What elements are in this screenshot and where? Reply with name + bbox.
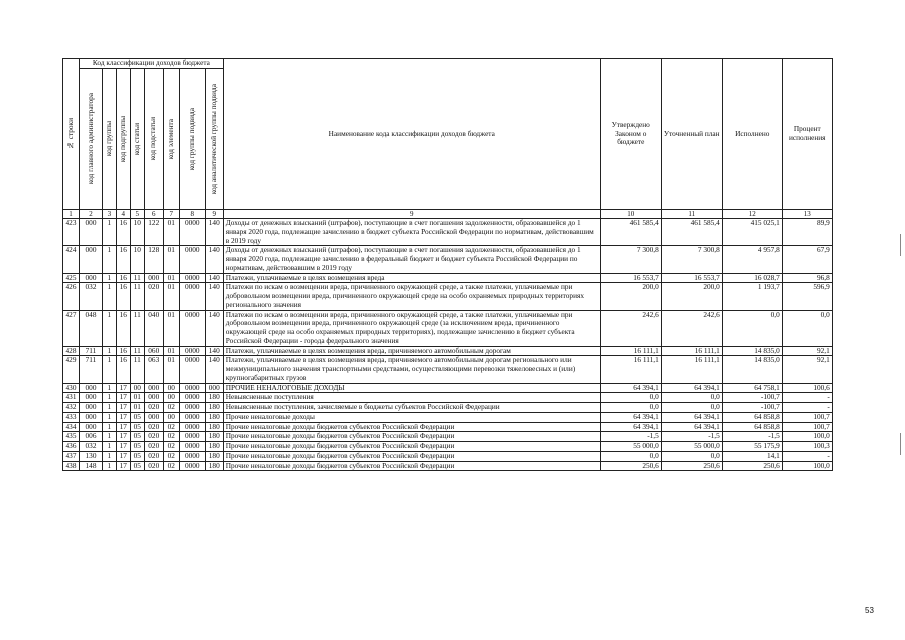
code-subgroup-cell: 16 [116, 246, 130, 273]
page-number: 53 [865, 606, 874, 615]
executed-value-cell: 55 175,9 [722, 442, 782, 452]
code-admin-cell: 000 [80, 219, 103, 246]
code-group-cell: 1 [103, 451, 117, 461]
code-element-cell: 00 [163, 412, 179, 422]
code-subarticle-cell: 063 [144, 356, 163, 383]
code-subtype-group-cell: 0000 [179, 442, 205, 452]
code-subarticle-cell: 020 [144, 283, 163, 310]
code-element-cell: 01 [163, 283, 179, 310]
code-subtype-group-cell: 0000 [179, 356, 205, 383]
item-name-cell: Платежи по искам о возмещении вреда, причиненного окружающей среде, а также платежи, уплачиваемые при добровольном возмещении вреда, причиненного окружающей среде (за исключением вреда, причиненного окружающей среде на особо охраняемых природных территориях), подлежащие зачислению в бюджет субъекта Российской Федерации - города федерального значения [223, 310, 600, 346]
table-row [63, 451, 833, 461]
approved-value-cell: 55 000,0 [600, 442, 661, 452]
code-element-cell: 01 [163, 219, 179, 246]
item-name-cell: Платежи, уплачиваемые в целях возмещения вреда, причиняемого автомобильным дорогам регионального или межмуниципального значения транспортными средствами, осуществляющими перевозки тяжеловесных и (или) крупногабаритных грузов [223, 356, 600, 383]
code-subgroup-cell: 16 [116, 310, 130, 346]
code-analytic-group-cell: 180 [205, 422, 223, 432]
code-subgroup-cell: 17 [116, 432, 130, 442]
approved-value-cell: 7 300,8 [600, 246, 661, 273]
executed-value-cell: 64 858,8 [722, 422, 782, 432]
code-group-cell: 1 [103, 356, 117, 383]
code-admin-cell: 130 [80, 451, 103, 461]
header-percent: Процент исполнения [782, 59, 832, 210]
executed-value-cell: 64 758,1 [722, 383, 782, 393]
code-element-cell: 01 [163, 310, 179, 346]
code-subtype-group-cell: 0000 [179, 246, 205, 273]
code-article-cell: 11 [130, 346, 144, 356]
code-subgroup-cell: 17 [116, 393, 130, 403]
code-subgroup-cell: 16 [116, 219, 130, 246]
row-number-cell: 430 [63, 383, 80, 393]
item-name-cell: Прочие неналоговые доходы [223, 412, 600, 422]
code-subgroup-cell: 16 [116, 283, 130, 310]
column-number: 8 [179, 210, 205, 219]
code-group-cell: 1 [103, 246, 117, 273]
percent-value-cell: 92,1 [782, 356, 832, 383]
row-number-cell: 433 [63, 412, 80, 422]
table-row [63, 219, 833, 246]
code-analytic-group-cell: 180 [205, 442, 223, 452]
code-admin-cell: 032 [80, 283, 103, 310]
approved-value-cell: 0,0 [600, 451, 661, 461]
code-admin-cell: 000 [80, 393, 103, 403]
code-admin-cell: 000 [80, 422, 103, 432]
refined-value-cell: 16 111,1 [661, 356, 722, 383]
table-row [63, 393, 833, 403]
refined-value-cell: 0,0 [661, 403, 722, 413]
row-number-cell: 431 [63, 393, 80, 403]
percent-value-cell: 0,0 [782, 310, 832, 346]
code-article-cell: 05 [130, 442, 144, 452]
code-subtype-group-cell: 0000 [179, 346, 205, 356]
item-name-cell: Платежи, уплачиваемые в целях возмещения вреда, причиняемого автомобильным дорогам [223, 346, 600, 356]
approved-value-cell: 0,0 [600, 393, 661, 403]
code-subgroup-cell: 17 [116, 422, 130, 432]
code-admin-cell: 032 [80, 442, 103, 452]
item-name-cell: Платежи по искам о возмещении вреда, причиненного окружающей среде, а также платежи, уплачиваемые при добровольном возмещении вреда, причиненного окружающей среде на особо охраняемых природных территориях регионального значения [223, 283, 600, 310]
row-number-cell: 436 [63, 442, 80, 452]
code-group-cell: 1 [103, 383, 117, 393]
column-number: 1 [63, 210, 80, 219]
header-code-subarticle: код подстатьи [144, 69, 163, 210]
column-number: 4 [116, 210, 130, 219]
refined-value-cell: 0,0 [661, 393, 722, 403]
code-article-cell: 10 [130, 246, 144, 273]
row-number-cell: 425 [63, 273, 80, 283]
code-subarticle-cell: 020 [144, 403, 163, 413]
table-row [63, 383, 833, 393]
header-code-admin: код главного администратора [80, 69, 103, 210]
code-element-cell: 02 [163, 422, 179, 432]
column-number: 5 [130, 210, 144, 219]
code-element-cell: 01 [163, 246, 179, 273]
table-row [63, 412, 833, 422]
code-subgroup-cell: 17 [116, 461, 130, 471]
code-subtype-group-cell: 0000 [179, 273, 205, 283]
code-subtype-group-cell: 0000 [179, 461, 205, 471]
code-analytic-group-cell: 180 [205, 461, 223, 471]
code-group-cell: 1 [103, 310, 117, 346]
code-subgroup-cell: 17 [116, 383, 130, 393]
row-number-cell: 426 [63, 283, 80, 310]
code-analytic-group-cell: 180 [205, 403, 223, 413]
item-name-cell: Доходы от денежных взысканий (штрафов), поступающие в счет погашения задолженности, образовавшейся до 1 января 2020 года, подлежащие зачислению в бюджет субъекта Российской Федерации по нормативам, действовавшим в 2019 году [223, 219, 600, 246]
executed-value-cell: 14 835,0 [722, 356, 782, 383]
item-name-cell: Невыясненные поступления, зачисляемые в бюджеты субъектов Российской Федерации [223, 403, 600, 413]
code-subtype-group-cell: 0000 [179, 219, 205, 246]
table-row [63, 432, 833, 442]
item-name-cell: Прочие неналоговые доходы бюджетов субъектов Российской Федерации [223, 461, 600, 471]
code-element-cell: 02 [163, 451, 179, 461]
code-subarticle-cell: 128 [144, 246, 163, 273]
approved-value-cell: 0,0 [600, 403, 661, 413]
code-subtype-group-cell: 0000 [179, 310, 205, 346]
item-name-cell: ПРОЧИЕ НЕНАЛОГОВЫЕ ДОХОДЫ [223, 383, 600, 393]
refined-value-cell: 64 394,1 [661, 412, 722, 422]
code-analytic-group-cell: 140 [205, 219, 223, 246]
refined-value-cell: 250,6 [661, 461, 722, 471]
table-row [63, 273, 833, 283]
code-admin-cell: 048 [80, 310, 103, 346]
row-number-cell: 432 [63, 403, 80, 413]
executed-value-cell: -1,5 [722, 432, 782, 442]
code-admin-cell: 000 [80, 383, 103, 393]
percent-value-cell: 100,0 [782, 461, 832, 471]
code-element-cell: 02 [163, 403, 179, 413]
code-article-cell: 11 [130, 356, 144, 383]
code-group-cell: 1 [103, 346, 117, 356]
code-analytic-group-cell: 140 [205, 246, 223, 273]
approved-value-cell: 64 394,1 [600, 412, 661, 422]
code-subtype-group-cell: 0000 [179, 412, 205, 422]
percent-value-cell: - [782, 451, 832, 461]
code-element-cell: 01 [163, 273, 179, 283]
header-code-subgroup: код подгруппы [116, 69, 130, 210]
percent-value-cell: 100,0 [782, 432, 832, 442]
row-number-cell: 437 [63, 451, 80, 461]
table-body [63, 219, 833, 471]
row-number-cell: 428 [63, 346, 80, 356]
code-element-cell: 02 [163, 461, 179, 471]
percent-value-cell: 100,7 [782, 422, 832, 432]
code-subarticle-cell: 122 [144, 219, 163, 246]
approved-value-cell: 16 553,7 [600, 273, 661, 283]
scan-mark [900, 433, 901, 455]
header-row-number: № строки [63, 59, 80, 210]
refined-value-cell: 242,6 [661, 310, 722, 346]
percent-value-cell: 96,8 [782, 273, 832, 283]
code-element-cell: 00 [163, 383, 179, 393]
item-name-cell: Платежи, уплачиваемые в целях возмещения вреда [223, 273, 600, 283]
table-row [63, 461, 833, 471]
code-analytic-group-cell: 140 [205, 346, 223, 356]
column-number: 6 [144, 210, 163, 219]
executed-value-cell: 0,0 [722, 310, 782, 346]
code-admin-cell: 711 [80, 356, 103, 383]
code-subarticle-cell: 060 [144, 346, 163, 356]
code-article-cell: 05 [130, 432, 144, 442]
code-admin-cell: 000 [80, 246, 103, 273]
column-number: 9 [205, 210, 223, 219]
approved-value-cell: 250,6 [600, 461, 661, 471]
code-element-cell: 01 [163, 356, 179, 383]
refined-value-cell: 64 394,1 [661, 383, 722, 393]
header-refined-plan: Уточненный план [661, 59, 722, 210]
percent-value-cell: 100,7 [782, 412, 832, 422]
header-executed: Исполнено [722, 59, 782, 210]
code-article-cell: 11 [130, 283, 144, 310]
row-number-cell: 438 [63, 461, 80, 471]
item-name-cell: Прочие неналоговые доходы бюджетов субъектов Российской Федерации [223, 451, 600, 461]
code-subtype-group-cell: 0000 [179, 283, 205, 310]
row-number-cell: 427 [63, 310, 80, 346]
executed-value-cell: 4 957,8 [722, 246, 782, 273]
code-analytic-group-cell: 180 [205, 451, 223, 461]
table-row [63, 403, 833, 413]
code-element-cell: 02 [163, 442, 179, 452]
code-subarticle-cell: 020 [144, 422, 163, 432]
code-subgroup-cell: 17 [116, 403, 130, 413]
code-analytic-group-cell: 140 [205, 356, 223, 383]
code-subarticle-cell: 000 [144, 383, 163, 393]
code-analytic-group-cell: 180 [205, 393, 223, 403]
code-group-cell: 1 [103, 283, 117, 310]
executed-value-cell: 14 835,0 [722, 346, 782, 356]
code-subarticle-cell: 000 [144, 393, 163, 403]
code-article-cell: 05 [130, 451, 144, 461]
code-group-cell: 1 [103, 442, 117, 452]
approved-value-cell: 200,0 [600, 283, 661, 310]
header-name: Наименование кода классификации доходов бюджета [223, 59, 600, 210]
approved-value-cell: 64 394,1 [600, 383, 661, 393]
approved-value-cell: -1,5 [600, 432, 661, 442]
refined-value-cell: 64 394,1 [661, 422, 722, 432]
code-article-cell: 05 [130, 412, 144, 422]
item-name-cell: Прочие неналоговые доходы бюджетов субъектов Российской Федерации [223, 432, 600, 442]
item-name-cell: Доходы от денежных взысканий (штрафов), поступающие в счет погашения задолженности, образовавшейся до 1 января 2020 года, подлежащие зачислению в федеральный бюджет и бюджет субъекта Российской Федерации по нормативам, действовавшим в 2019 году [223, 246, 600, 273]
column-number: 7 [163, 210, 179, 219]
code-admin-cell: 711 [80, 346, 103, 356]
code-subtype-group-cell: 0000 [179, 451, 205, 461]
code-article-cell: 01 [130, 393, 144, 403]
refined-value-cell: 7 300,8 [661, 246, 722, 273]
code-subtype-group-cell: 0000 [179, 422, 205, 432]
refined-value-cell: 461 585,4 [661, 219, 722, 246]
code-subgroup-cell: 16 [116, 346, 130, 356]
item-name-cell: Прочие неналоговые доходы бюджетов субъектов Российской Федерации [223, 422, 600, 432]
code-subarticle-cell: 020 [144, 442, 163, 452]
approved-value-cell: 64 394,1 [600, 422, 661, 432]
executed-value-cell: 14,1 [722, 451, 782, 461]
code-admin-cell: 000 [80, 403, 103, 413]
item-name-cell: Невыясненные поступления [223, 393, 600, 403]
code-article-cell: 00 [130, 383, 144, 393]
code-subarticle-cell: 020 [144, 451, 163, 461]
code-article-cell: 05 [130, 461, 144, 471]
code-subtype-group-cell: 0000 [179, 393, 205, 403]
code-article-cell: 11 [130, 310, 144, 346]
table-row [63, 346, 833, 356]
row-number-cell: 435 [63, 432, 80, 442]
code-subgroup-cell: 16 [116, 356, 130, 383]
code-analytic-group-cell: 180 [205, 412, 223, 422]
column-number: 13 [782, 210, 832, 219]
refined-value-cell: 200,0 [661, 283, 722, 310]
table-row [63, 283, 833, 310]
code-subarticle-cell: 040 [144, 310, 163, 346]
code-subarticle-cell: 020 [144, 461, 163, 471]
column-number: 11 [661, 210, 722, 219]
approved-value-cell: 16 111,1 [600, 356, 661, 383]
column-number: 9 [223, 210, 600, 219]
header-code-group: Код классификации доходов бюджета [80, 59, 224, 69]
row-number-cell: 434 [63, 422, 80, 432]
percent-value-cell: 100,6 [782, 383, 832, 393]
code-subgroup-cell: 16 [116, 273, 130, 283]
executed-value-cell: -100,7 [722, 403, 782, 413]
code-group-cell: 1 [103, 393, 117, 403]
header-code-subtype-group: код группы подвида [179, 69, 205, 210]
item-name-cell: Прочие неналоговые доходы бюджетов субъектов Российской Федерации [223, 442, 600, 452]
code-admin-cell: 000 [80, 412, 103, 422]
code-article-cell: 10 [130, 219, 144, 246]
row-number-cell: 429 [63, 356, 80, 383]
code-analytic-group-cell: 140 [205, 283, 223, 310]
refined-value-cell: 55 000,0 [661, 442, 722, 452]
approved-value-cell: 242,6 [600, 310, 661, 346]
executed-value-cell: 64 858,8 [722, 412, 782, 422]
code-group-cell: 1 [103, 422, 117, 432]
code-analytic-group-cell: 000 [205, 383, 223, 393]
row-number-cell: 423 [63, 219, 80, 246]
executed-value-cell: -100,7 [722, 393, 782, 403]
refined-value-cell: 0,0 [661, 451, 722, 461]
executed-value-cell: 16 028,7 [722, 273, 782, 283]
code-group-cell: 1 [103, 219, 117, 246]
code-group-cell: 1 [103, 403, 117, 413]
column-number: 12 [722, 210, 782, 219]
code-subgroup-cell: 17 [116, 451, 130, 461]
column-number: 2 [80, 210, 103, 219]
code-subtype-group-cell: 0000 [179, 432, 205, 442]
code-element-cell: 01 [163, 346, 179, 356]
code-analytic-group-cell: 140 [205, 273, 223, 283]
code-analytic-group-cell: 140 [205, 310, 223, 346]
table-row [63, 246, 833, 273]
code-subarticle-cell: 020 [144, 432, 163, 442]
column-number-row [63, 210, 833, 219]
code-article-cell: 01 [130, 403, 144, 413]
code-article-cell: 11 [130, 273, 144, 283]
refined-value-cell: -1,5 [661, 432, 722, 442]
scan-mark [900, 234, 901, 256]
header-code-article: код статьи [130, 69, 144, 210]
percent-value-cell: - [782, 403, 832, 413]
column-number: 3 [103, 210, 117, 219]
code-element-cell: 00 [163, 393, 179, 403]
code-subgroup-cell: 17 [116, 412, 130, 422]
code-group-cell: 1 [103, 412, 117, 422]
executed-value-cell: 415 025,1 [722, 219, 782, 246]
code-subgroup-cell: 17 [116, 442, 130, 452]
header-approved: Утверждено Законом о бюджете [600, 59, 661, 210]
code-subarticle-cell: 000 [144, 273, 163, 283]
refined-value-cell: 16 553,7 [661, 273, 722, 283]
code-admin-cell: 006 [80, 432, 103, 442]
revenue-table [62, 58, 833, 471]
executed-value-cell: 1 193,7 [722, 283, 782, 310]
executed-value-cell: 250,6 [722, 461, 782, 471]
percent-value-cell: 89,9 [782, 219, 832, 246]
percent-value-cell: 100,3 [782, 442, 832, 452]
column-number: 10 [600, 210, 661, 219]
code-element-cell: 02 [163, 432, 179, 442]
code-article-cell: 05 [130, 422, 144, 432]
percent-value-cell: 92,1 [782, 346, 832, 356]
header-code-analytic-group: код аналитической группы подвида [205, 69, 223, 210]
code-group-cell: 1 [103, 461, 117, 471]
table-row [63, 442, 833, 452]
refined-value-cell: 16 111,1 [661, 346, 722, 356]
row-number-cell: 424 [63, 246, 80, 273]
code-subtype-group-cell: 0000 [179, 403, 205, 413]
percent-value-cell: 67,9 [782, 246, 832, 273]
percent-value-cell: 596,9 [782, 283, 832, 310]
code-admin-cell: 148 [80, 461, 103, 471]
code-admin-cell: 000 [80, 273, 103, 283]
table-row [63, 356, 833, 383]
table-row [63, 422, 833, 432]
code-group-cell: 1 [103, 273, 117, 283]
approved-value-cell: 461 585,4 [600, 219, 661, 246]
code-subarticle-cell: 000 [144, 412, 163, 422]
table-row [63, 310, 833, 346]
code-subtype-group-cell: 0000 [179, 383, 205, 393]
header-code-element: код элемента [163, 69, 179, 210]
header-code-group: код группы [103, 69, 117, 210]
code-analytic-group-cell: 180 [205, 432, 223, 442]
percent-value-cell: - [782, 393, 832, 403]
approved-value-cell: 16 111,1 [600, 346, 661, 356]
code-group-cell: 1 [103, 432, 117, 442]
